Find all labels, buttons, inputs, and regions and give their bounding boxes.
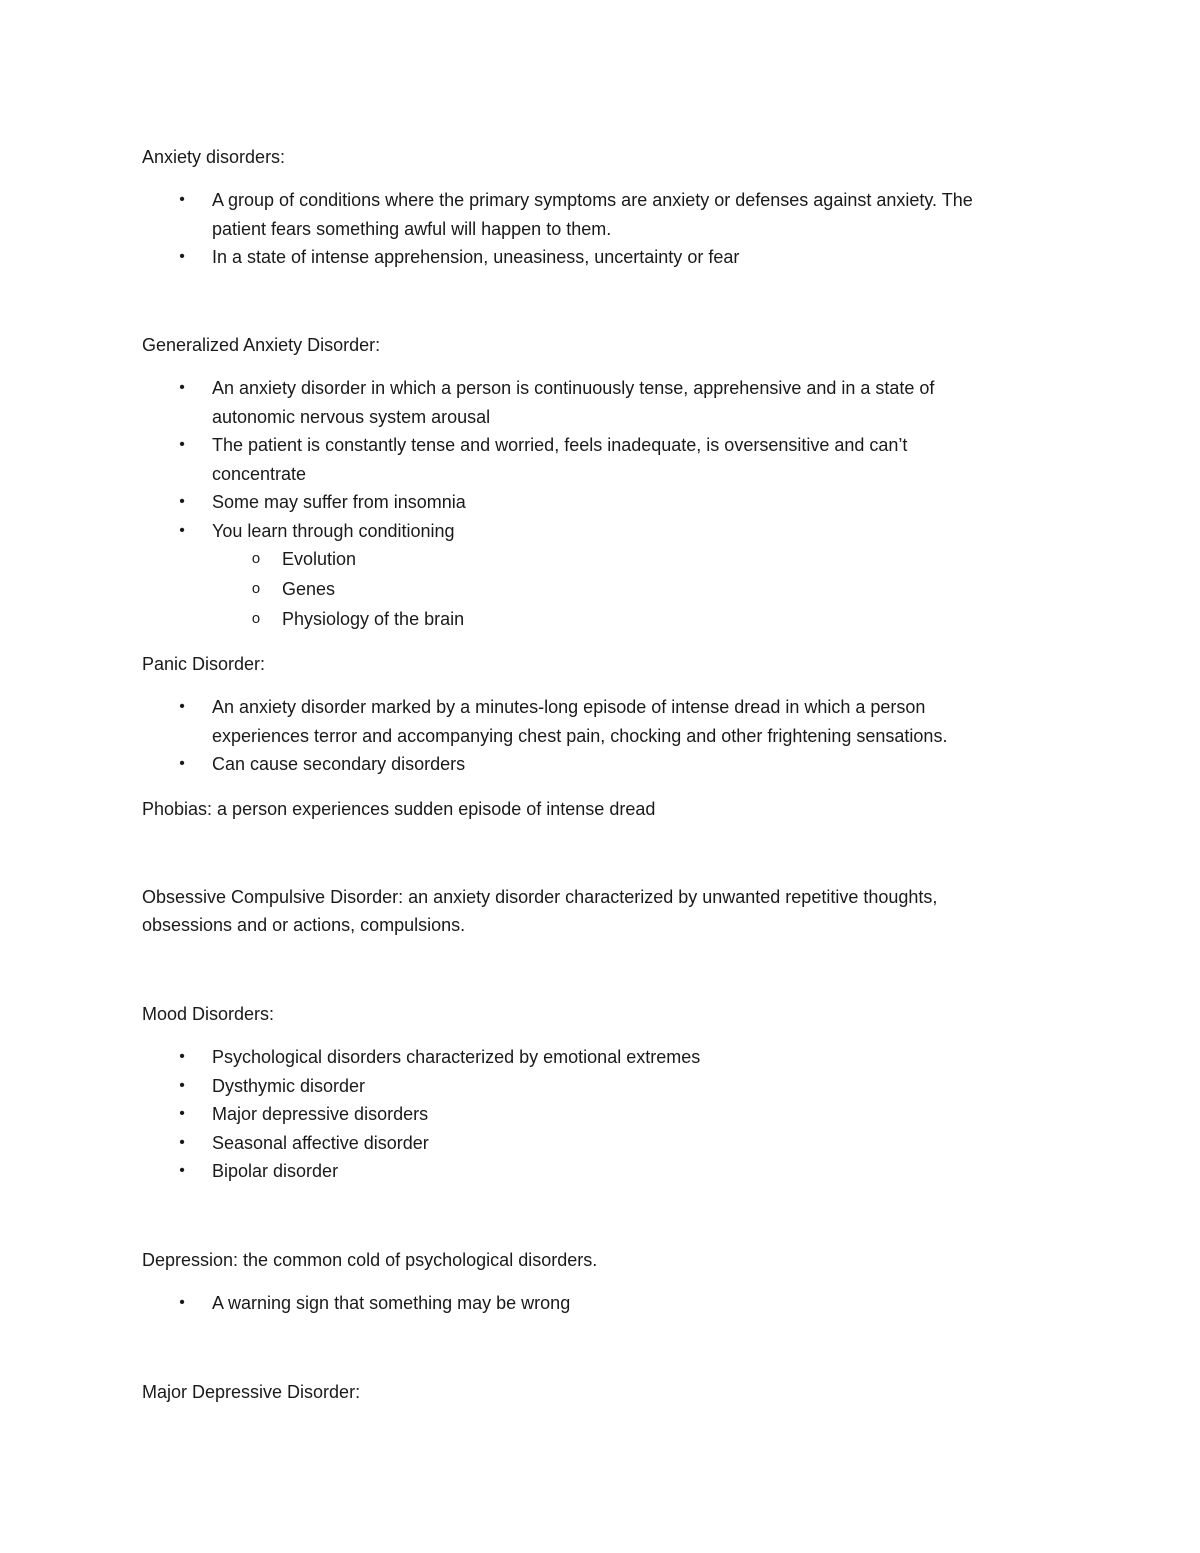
sub-bullet-marker: o [251,551,261,568]
bullet-marker: • [179,1133,185,1151]
list-item-text: An anxiety disorder in which a person is continuously tense, apprehensive and in a state of [212,378,935,398]
list-item [0,431,1062,488]
list-panic-disorder [0,693,1200,779]
list-item-text: Can cause secondary disorders [212,754,466,774]
bullet-marker: • [179,698,185,715]
list-item-text: Major depressive disorders [212,1104,429,1124]
sub-list-item-text: Genes [282,579,336,599]
paragraph-ocd [142,883,1062,939]
list-item [0,488,1062,517]
sub-list-item-text: Evolution [282,549,357,569]
heading-mood-disorders: Mood Disorders: [142,1004,275,1024]
bullet-marker: • [179,493,185,510]
list-generalized-anxiety-disorder [0,374,1200,545]
sub-list-item [0,574,1200,604]
sub-list-item-text: Physiology of the brain [282,609,465,629]
sublist-conditioning [0,544,1200,634]
list-item [0,1129,1062,1158]
list-item [0,243,1062,272]
bullet-marker: • [179,191,185,208]
list-item-text: Seasonal affective disorder [212,1132,429,1153]
bullet-marker: • [179,379,185,396]
paragraph-line: Obsessive Compulsive Disorder: an anxiety disorder characterized by unwanted repetitive thoughts, [142,887,938,907]
sub-list-item [0,604,1200,634]
list-item [0,693,1062,750]
bullet-marker: • [179,1105,185,1122]
heading-generalized-anxiety-disorder: Generalized Anxiety Disorder: [142,335,381,355]
heading-panic-disorder: Panic Disorder: [142,654,266,674]
heading-depression: Depression: the common cold of psychological disorders. [142,1250,598,1270]
paragraph-phobias: Phobias: a person experiences sudden episode of intense dread [142,799,656,819]
list-item [0,517,1062,546]
bullet-marker: • [179,248,185,265]
list-item-text: Bipolar disorder [212,1161,339,1181]
list-mood-disorders [0,1043,1200,1186]
bullet-marker: • [179,755,185,772]
list-item-text: Psychological disorders characterized by emotional extremes [212,1047,701,1067]
list-item-text: A warning sign that something may be wrong [212,1293,571,1313]
sub-bullet-marker: o [251,611,261,628]
list-item [0,1100,1062,1129]
list-item-text: A group of conditions where the primary symptoms are anxiety or defenses against anxiety. The [212,190,973,210]
list-item-text: An anxiety disorder marked by a minutes-long episode of intense dread in which a person [212,697,926,717]
list-item [0,1043,1062,1072]
list-item-text: Some may suffer from insomnia [212,492,466,512]
list-item [0,750,1062,779]
list-item-text: You learn through conditioning [212,520,455,541]
bullet-marker: • [179,1294,185,1311]
list-item-text: In a state of intense apprehension, uneasiness, uncertainty or fear [212,247,740,267]
list-item [0,374,1062,431]
bullet-marker: • [179,1076,185,1094]
bullet-marker: • [179,1048,185,1065]
bullet-marker: • [179,521,185,539]
list-item [0,1157,1062,1186]
list-item [0,1289,1062,1318]
sub-list-item [0,544,1200,574]
list-item-text: autonomic nervous system arousal [212,406,491,427]
list-anxiety-disorders [0,186,1200,272]
bullet-marker: • [179,1162,185,1179]
list-item-text: concentrate [212,463,307,484]
heading-major-depressive-disorder: Major Depressive Disorder: [142,1382,361,1402]
sub-bullet-marker: o [251,581,261,598]
bullet-marker: • [179,436,185,453]
list-item-text: Dysthymic disorder [212,1075,366,1096]
paragraph-line: obsessions and or actions, compulsions. [142,915,466,935]
list-item [0,1072,1062,1101]
list-item [0,186,1062,243]
list-item-text: experiences terror and accompanying chest pain, chocking and other frightening sensations. [212,725,948,746]
list-item-text: patient fears something awful will happen to them. [212,218,612,239]
heading-anxiety-disorders: Anxiety disorders: [142,147,286,167]
list-item-text: The patient is constantly tense and worried, feels inadequate, is oversensitive and can’t [212,435,908,455]
list-depression [0,1289,1200,1318]
